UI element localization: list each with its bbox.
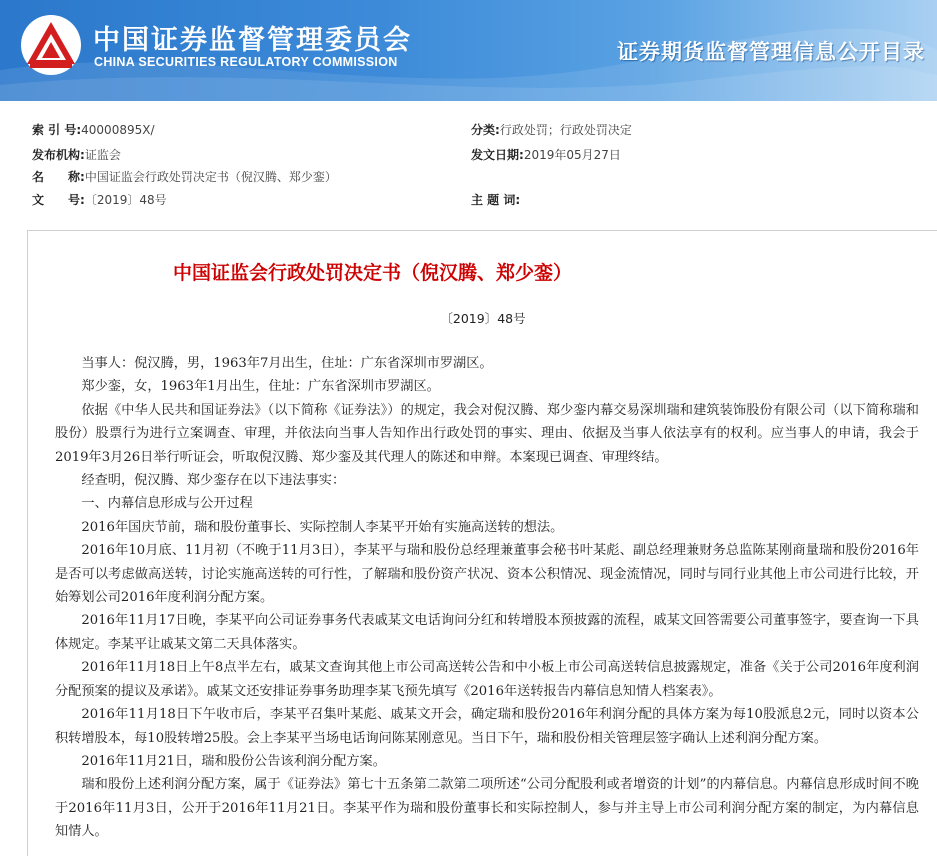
meta-category	[471, 120, 632, 140]
meta-issuer	[32, 145, 121, 165]
meta-date-value: 2019年05月27日	[523, 148, 621, 162]
meta-date	[471, 145, 621, 165]
meta-docno	[32, 190, 167, 210]
document-body	[55, 352, 919, 844]
meta-keywords-label: 主 题 词:	[471, 193, 521, 207]
meta-name	[32, 167, 337, 187]
paragraph: 瑞和股份上述利润分配方案，属于《证券法》第七十五条第二款第二项所述“公司分配股利或者增资的计划”的内幕信息。内幕信息形成时间不晚于2016年11月3日，公开于2016年11月21日。李某平作为瑞和股份董事长和实际控制人，参与并主导上市公司利润分配方案的制定，为内幕信息知情人。	[55, 777, 919, 840]
document-number: 〔2019〕48号	[440, 311, 526, 326]
paragraph: 2016年11月21日，瑞和股份公告该利润分配方案。	[81, 753, 386, 769]
paragraph: 2016年10月底、11月初（不晚于11月3日），李某平与瑞和股份总经理兼董事会秘书叶某彪、副总经理兼财务总监陈某刚商量瑞和股份2016年是否可以考虑做高送转，讨论实施高送转的可行性，了解瑞和股份资产状况、资本公积情况、现金流情况，同时与同行业其他上市公司进行比较，开始筹划公司2016年度利润分配方案。	[55, 543, 919, 606]
paragraph: 2016年11月18日上午8点半左右，戚某文查询其他上市公司高送转公告和中小板上市公司高送转信息披露规定，准备《关于公司2016年度利润分配预案的提议及承诺》。戚某文还安排证券事务助理李某飞预先填写《2016年送转报告内幕信息知情人档案表》。	[55, 660, 919, 699]
section-title: 证券期货监督管理信息公开目录	[617, 40, 925, 64]
document-content	[27, 230, 937, 856]
paragraph: 2016年国庆节前，瑞和股份董事长、实际控制人李某平开始有实施高送转的想法。	[81, 519, 564, 535]
csrc-logo-icon	[20, 14, 82, 76]
meta-docno-value: 〔2019〕48号	[84, 193, 167, 207]
paragraph: 当事人：倪汉腾，男，1963年7月出生，住址：广东省深圳市罗湖区。	[81, 356, 493, 371]
org-name-cn: 中国证券监督管理委员会	[93, 25, 412, 56]
document-title: 中国证监会行政处罚决定书（倪汉腾、郑少銮）	[173, 262, 573, 284]
paragraph: 依据《中华人民共和国证券法》（以下简称《证券法》）的规定，我会对倪汉腾、郑少銮内幕交易深圳瑞和建筑装饰股份有限公司（以下简称瑞和股份）股票行为进行立案调查、审理，并依法向当事人告知作出行政处罚的事实、理由、依据及当事人依法享有的权利。应当事人的申请，我会于2019年3月26日举行听证会，听取倪汉腾、郑少銮及其代理人的陈述和申辩。本案现已调查、审理终结。	[55, 402, 919, 465]
meta-issuer-label: 发布机构:	[32, 148, 85, 162]
meta-category-label: 分类:	[471, 123, 500, 137]
meta-name-value: 中国证监会行政处罚决定书（倪汉腾、郑少銮）	[84, 170, 337, 184]
meta-category-value: 行政处罚；行政处罚决定	[499, 123, 632, 137]
paragraph: 经查明，倪汉腾、郑少銮存在以下违法事实：	[81, 473, 346, 489]
org-name-en: CHINA SECURITIES REGULATORY COMMISSION	[94, 55, 398, 69]
meta-date-label: 发文日期:	[471, 148, 524, 162]
paragraph: 一、内幕信息形成与公开过程	[81, 496, 253, 512]
meta-index-value: 40000895X/	[81, 123, 155, 137]
meta-keywords	[471, 190, 520, 210]
meta-docno-label: 文 号:	[32, 193, 85, 207]
meta-name-label: 名 称:	[32, 170, 85, 184]
paragraph: 2016年11月18日下午收市后，李某平召集叶某彪、戚某文开会，确定瑞和股份2016年利润分配的具体方案为每10股派息2元，同时以资本公积转增股本，每10股转增25股。会上李某平当场电话询问陈某刚意见。当日下午，瑞和股份相关管理层签字确认上述利润分配方案。	[55, 707, 919, 746]
paragraph: 2016年11月17日晚，李某平向公司证券事务代表戚某文电话询问分红和转增股本预披露的流程，戚某文回答需要公司董事签字，要查询一下具体规定。李某平让戚某文第二天具体落实。	[55, 613, 919, 652]
meta-index-label: 索 引 号:	[32, 123, 82, 137]
paragraph: 郑少銮，女，1963年1月出生，住址：广东省深圳市罗湖区。	[81, 379, 440, 395]
meta-index	[32, 120, 155, 140]
meta-issuer-value: 证监会	[84, 148, 121, 162]
header-banner	[0, 0, 937, 101]
